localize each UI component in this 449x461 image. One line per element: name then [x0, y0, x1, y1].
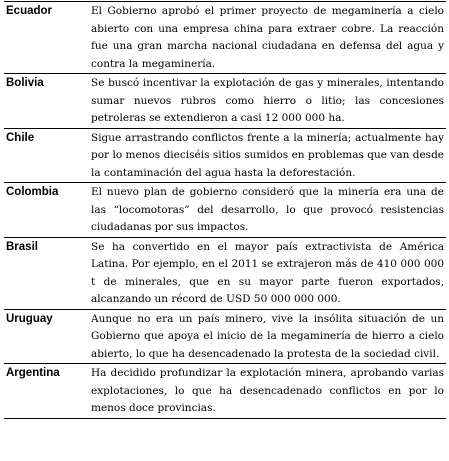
- country-cell: Uruguay: [6, 312, 53, 325]
- table-row-brasil: [4, 238, 446, 310]
- table-row-argentina: [4, 364, 446, 418]
- description-cell: Ha decidido profundizar la explotación minera, aprobando varias explotaciones, lo que ha desencadenado conflictos en por lo menos doce provincias.: [91, 367, 444, 414]
- table-row-bolivia: [4, 74, 446, 129]
- description-cell: Aunque no era un país minero, vive la insólita situación de un Gobierno que apoya el inicio de la megaminería de hierro a cielo abierto, lo que ha desencadenado la protesta de la sociedad civil.: [91, 312, 444, 360]
- country-cell: Colombia: [6, 186, 59, 198]
- country-cell: Argentina: [6, 367, 60, 379]
- description-cell: Se buscó incentivar la explotación de gas y minerales, intentando sumar nuevos rubros como hierro o litio; las concesiones petroleras se extendieron a casi 12 000 000 ha.: [91, 77, 444, 124]
- country-cell: Brasil: [6, 240, 38, 253]
- country-cell: Ecuador: [6, 5, 53, 17]
- table-row-chile: [4, 129, 446, 184]
- table-row-ecuador: [4, 2, 446, 74]
- country-cell: Bolivia: [6, 77, 44, 89]
- country-cell: Chile: [6, 131, 35, 144]
- table-row-colombia: [4, 183, 446, 238]
- description-cell: Sigue arrastrando conflictos frente a la minería; actualmente hay por lo menos dieciséis sitios sumidos en problemas que van desde la contaminación del agua hasta la deforestación.: [91, 131, 444, 179]
- mining-conflicts-table: [4, 1, 446, 419]
- description-cell: El nuevo plan de gobierno consideró que la minería era una de las “locomotoras” del desarrollo, lo que provocó resistencias ciudadanas por sus impactos.: [91, 186, 444, 233]
- table-row-uruguay: [4, 310, 446, 365]
- description-cell: El Gobierno aprobó el primer proyecto de megaminería a cielo abierto con una empresa china para extraer cobre. La reacción fue una gran marcha nacional ciudadana en defensa del agua y contra la megaminería.: [91, 5, 444, 70]
- description-cell: Se ha convertido en el mayor país extractivista de América Latina. Por ejemplo, en el 2011 se extrajeron más de 410 000 000 t de minerales, que en su mayor parte fueron exportados, alcanzando un récord de USD 50 000 000 000.: [91, 240, 444, 305]
